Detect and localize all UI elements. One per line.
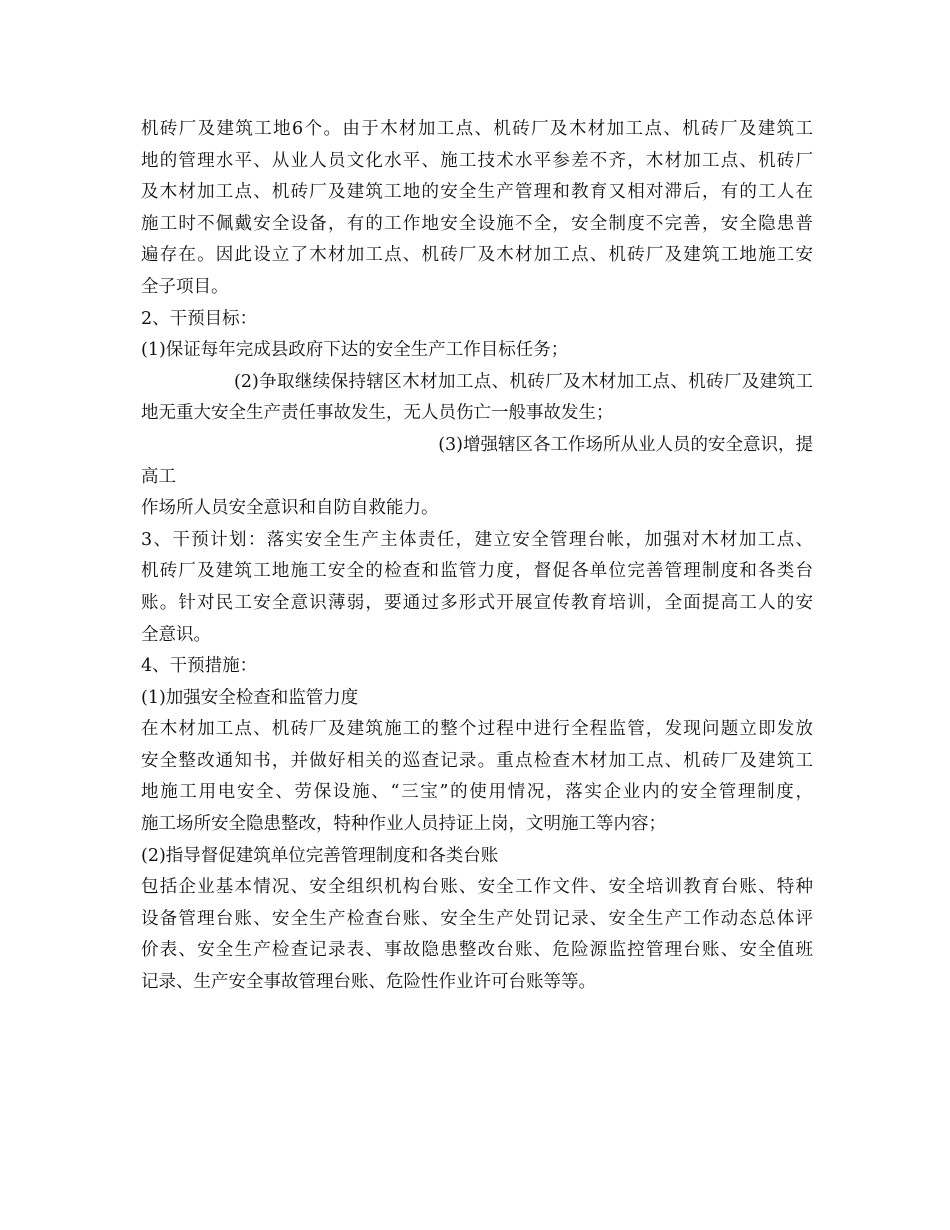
text-line: 全子项目。 <box>141 276 229 297</box>
text-line: 记录、生产安全事故管理台账、危险性作业许可台账等等。 <box>141 972 596 993</box>
text-line: 全意识。 <box>141 624 211 645</box>
text-line: 在木材加工点、机砖厂及建筑施工的整个过程中进行全程监管，发现问题立即发放 <box>141 719 813 740</box>
text-line: 价表、安全生产检查记录表、事故隐患整改台账、危险源监控管理台账、安全值班 <box>141 940 813 961</box>
text-line: 作场所人员安全意识和自防自救能力。 <box>141 498 439 519</box>
text-line: 施工场所安全隐患整改，特种作业人员持证上岗，文明施工等内容； <box>141 814 666 835</box>
subsection-heading: (1)加强安全检查和监管力度 <box>141 687 359 708</box>
section-heading: 3、干预计划：落实安全生产主体责任，建立安全管理台帐，加强对木材加工点、 <box>141 529 813 550</box>
section-heading: 2、干预目标： <box>141 308 258 329</box>
text-line: 安全整改通知书，并做好相关的巡查记录。重点检查木材加工点、机砖厂及建筑工 <box>141 750 813 771</box>
text-line: 地无重大安全生产责任事故发生，无人员伤亡一般事故发生； <box>141 403 614 424</box>
text-line: 地的管理水平、从业人员文化水平、施工技术水平参差不齐，木材加工点、机砖厂 <box>141 150 813 171</box>
list-item: (3)增强辖区各工作场所从业人员的安全意识，提 <box>438 434 813 455</box>
body-text <box>141 114 813 999</box>
list-item: (1)保证每年完成县政府下达的安全生产工作目标任务； <box>141 340 569 361</box>
text-line: 设备管理台账、安全生产检查台账、安全生产处罚记录、安全生产工作动态总体评 <box>141 908 813 929</box>
text-line: 机砖厂及建筑工地施工安全的检查和监管力度，督促各单位完善管理制度和各类台 <box>141 561 813 582</box>
text-line: 包括企业基本情况、安全组织机构台账、安全工作文件、安全培训教育台账、特种 <box>141 877 813 898</box>
text-line: 高工 <box>141 466 176 487</box>
text-line: 施工时不佩戴安全设备，有的工作地安全设施不全，安全制度不完善，安全隐患普 <box>141 213 813 234</box>
subsection-heading: (2)指导督促建筑单位完善管理制度和各类台账 <box>141 845 499 866</box>
text-line: 账。针对民工安全意识薄弱，要通过多形式开展宣传教育培训，全面提高工人的安 <box>141 592 813 613</box>
section-heading: 4、干预措施： <box>141 656 258 677</box>
text-line: 及木材加工点、机砖厂及建筑工地的安全生产管理和教育又相对滞后，有的工人在 <box>141 182 813 203</box>
text-line: 机砖厂及建筑工地6个。由于木材加工点、机砖厂及木材加工点、机砖厂及建筑工 <box>141 119 813 139</box>
text-line: 遍存在。因此设立了木材加工点、机砖厂及木材加工点、机砖厂及建筑工地施工安 <box>141 245 813 266</box>
text-line: 地施工用电安全、劳保设施、“三宝”的使用情况，落实企业内的安全管理制度， <box>141 782 813 803</box>
list-item: (2)争取继续保持辖区木材加工点、机砖厂及木材加工点、机砖厂及建筑工 <box>234 371 813 392</box>
